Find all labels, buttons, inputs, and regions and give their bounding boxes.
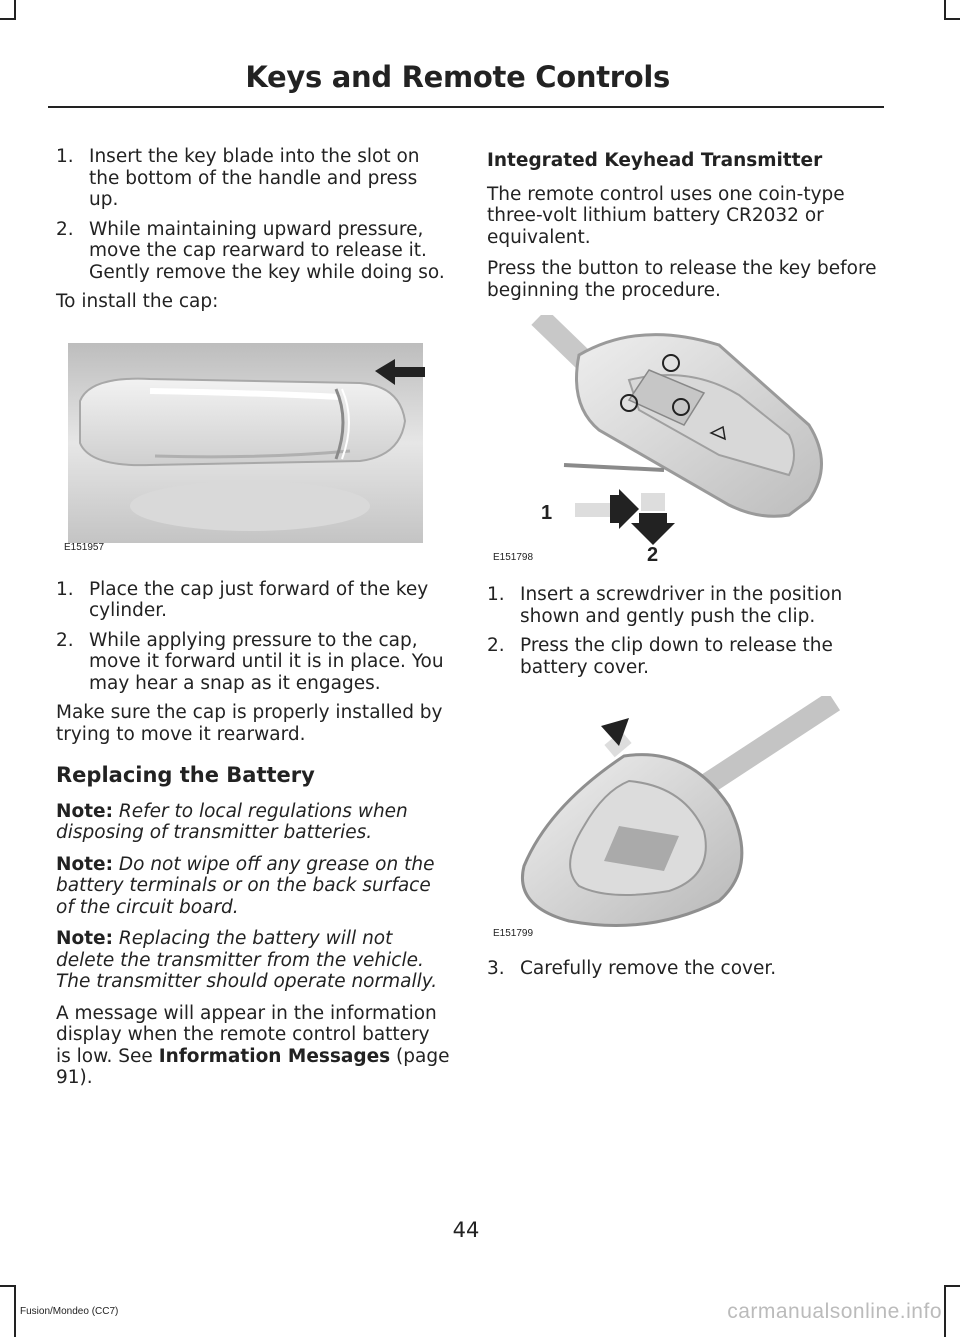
page-title: Keys and Remote Controls (245, 60, 670, 94)
crop-mark-top-right (944, 0, 946, 20)
model-label: Fusion/Mondeo (CC7) (20, 1306, 119, 1317)
figure-code: E151957 (64, 542, 105, 553)
list-item: 2. While maintaining upward pressure, move the cap rearward to release it. Gently remove the key while doing so. (56, 218, 445, 283)
figure-code: E151798 (493, 551, 534, 563)
crop-mark-bottom-left (14, 1285, 16, 1337)
figure-battery-cover (489, 696, 859, 946)
install-intro: To install the cap: (56, 291, 219, 312)
list-item: 1. Insert a screwdriver in the position shown and gently push the clip. (487, 584, 843, 627)
remove-cap-steps (56, 146, 450, 283)
information-messages-link[interactable]: Information Messages (158, 1045, 391, 1067)
note: Note: Do not wipe off any grease on the battery terminals or on the back surface of the circuit board. (56, 853, 435, 918)
left-column (56, 146, 450, 1099)
figure-code: E151799 (493, 927, 534, 939)
page-number: 44 (452, 1218, 480, 1242)
list-item: 1. Place the cap just forward of the key cylinder. (56, 578, 429, 621)
battery-heading: Replacing the Battery (56, 763, 315, 787)
crop-mark-top-right-h (944, 18, 960, 20)
section-heading: Integrated Keyhead Transmitter (487, 150, 823, 171)
battery-text: The remote control uses one coin-type three-volt lithium battery CR2032 or equivalent. (487, 183, 845, 248)
battery-cover-illustration (489, 696, 859, 946)
list-item: 2. While applying pressure to the cap, move it forward until it is in place. You may hear a snap as it engages. (56, 629, 444, 694)
keyhead-illustration (489, 315, 859, 570)
crop-mark-top-left-h (0, 18, 16, 20)
check-text: Make sure the cap is properly installed by trying to move it rearward. (56, 702, 443, 745)
cover-steps (487, 584, 887, 678)
figure-keyhead (489, 315, 859, 570)
list-item: 2. Press the clip down to release the battery cover. (487, 635, 833, 678)
battery-message-text: A message will appear in the information display when the remote control battery is low. See Information Messages (page 91). (56, 1002, 450, 1088)
release-text: Press the button to release the key before beginning the procedure. (487, 258, 877, 301)
crop-mark-bottom-right-h (944, 1285, 960, 1287)
arrow-down-icon (631, 513, 675, 545)
callout-1: 1 (541, 502, 553, 524)
watermark: carmanualsonline.info (727, 1300, 942, 1323)
header-divider (48, 106, 884, 108)
list-item: 1. Insert the key blade into the slot on the bottom of the handle and press up. (56, 146, 420, 210)
crop-mark-bottom-left-h (0, 1285, 16, 1287)
figure-door-handle (60, 331, 430, 561)
note: Note: Replacing the battery will not delete the transmitter from the vehicle. The transmitter should operate normally. (56, 928, 438, 992)
callout-2: 2 (647, 544, 659, 566)
right-column (487, 146, 887, 988)
door-handle-illustration (60, 331, 430, 561)
install-cap-steps (56, 579, 450, 695)
note: Note: Refer to local regulations when disposing of transmitter batteries. (56, 800, 408, 843)
crop-mark-top-left (14, 0, 16, 20)
list-item: 3. Carefully remove the cover. (487, 958, 777, 979)
crop-mark-bottom-right (944, 1285, 946, 1337)
